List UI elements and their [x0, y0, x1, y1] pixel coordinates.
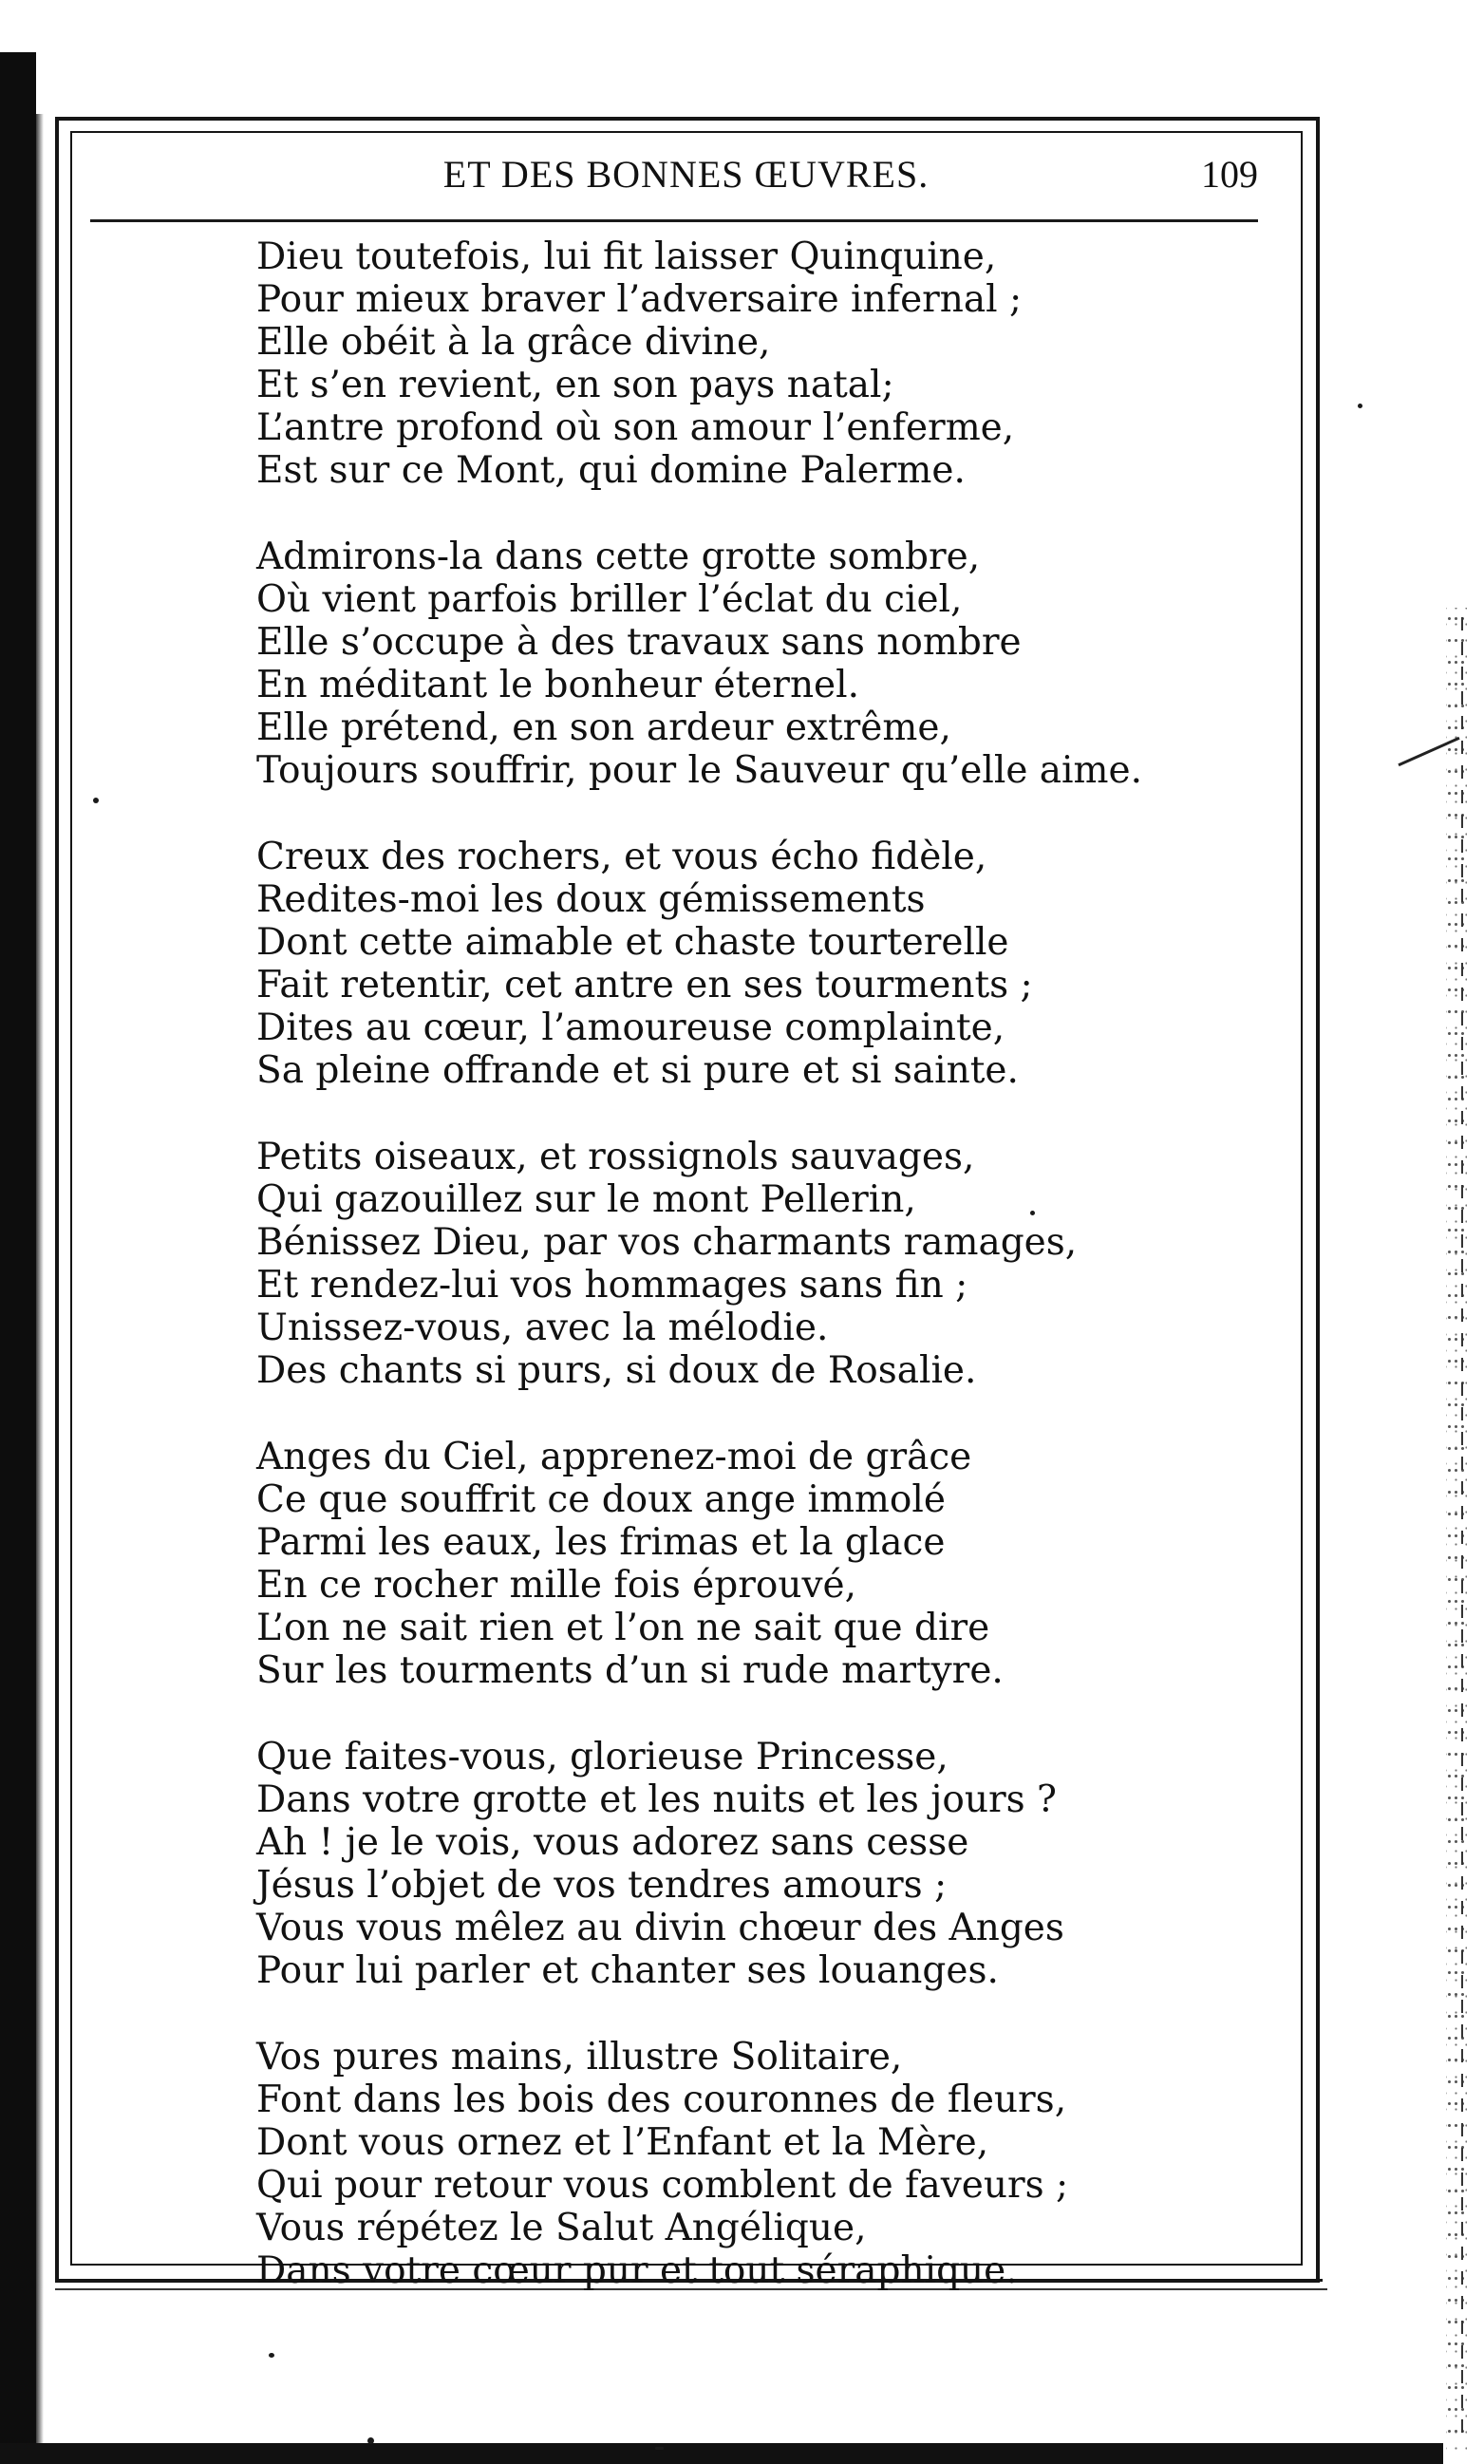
verse-line: Dieu toutefois, lui fit laisser Quinquine,	[256, 235, 997, 278]
stray-dot	[269, 2353, 274, 2358]
verse-line: Pour mieux braver l’adversaire infernal ;	[256, 278, 1023, 321]
running-title: ET DES BONNES ŒUVRES.	[442, 153, 930, 196]
verse-line: Admirons-la dans cette grotte sombre,	[256, 536, 981, 578]
verse-line: Que faites-vous, glorieuse Princesse,	[256, 1736, 949, 1778]
verse-line: Qui pour retour vous comblent de faveurs ;	[256, 2164, 1069, 2207]
verse-line: Vous vous mêlez au divin chœur des Anges	[256, 1907, 1064, 1949]
verse-line: En ce rocher mille fois éprouvé,	[256, 1564, 856, 1607]
right-edge-scan-noise	[1446, 608, 1467, 2450]
verse-line: Qui gazouillez sur le mont Pellerin,	[256, 1178, 916, 1221]
verse-line: Dites au cœur, l’amoureuse complainte,	[256, 1006, 1005, 1049]
verse-line: Font dans les bois des couronnes de fleurs,	[256, 2078, 1067, 2121]
book-binding-edge	[0, 52, 36, 2464]
verse-line: Est sur ce Mont, qui domine Palerme.	[256, 449, 966, 492]
verse-line: En méditant le bonheur éternel.	[256, 664, 860, 706]
running-header	[85, 142, 1287, 209]
verse-line: L’on ne sait rien et l’on ne sait que dire	[256, 1607, 990, 1649]
stanza	[256, 536, 1282, 792]
verse-line: Elle obéit à la grâce divine,	[256, 321, 771, 364]
stray-dot	[93, 798, 99, 803]
verse-line: Des chants si purs, si doux de Rosalie.	[256, 1349, 977, 1392]
verse-line: Fait retentir, cet antre en ses tourments ;	[256, 964, 1033, 1006]
verse-line: Pour lui parler et chanter ses louanges.	[256, 1949, 999, 1992]
header-rule	[90, 219, 1258, 222]
verse-line: Ah ! je le vois, vous adorez sans cesse	[256, 1821, 969, 1864]
verse-line: Dans votre grotte et les nuits et les jours ?	[256, 1778, 1057, 1821]
poem-body	[256, 235, 1282, 2336]
verse-line: Anges du Ciel, apprenez-moi de grâce	[256, 1436, 972, 1478]
verse-line: Elle prétend, en son ardeur extrême,	[256, 706, 951, 749]
stanza	[256, 2036, 1282, 2292]
verse-line: Et s’en revient, en son pays natal;	[256, 364, 894, 406]
verse-line: Vous répétez le Salut Angélique,	[256, 2207, 867, 2249]
verse-line: Dont cette aimable et chaste tourterelle	[256, 921, 1009, 964]
verse-line: Dans votre cœur pur et tout séraphique.	[256, 2249, 1018, 2292]
verse-line: Et rendez-lui vos hommages sans fin ;	[256, 1264, 968, 1307]
verse-line: Creux des rochers, et vous écho fidèle,	[256, 836, 987, 878]
stanza	[256, 1736, 1282, 1992]
verse-line: Elle s’occupe à des travaux sans nombre	[256, 621, 1022, 664]
verse-line: Redites-moi les doux gémissements	[256, 878, 926, 921]
verse-line: Parmi les eaux, les frimas et la glace	[256, 1521, 946, 1564]
verse-line: Ce que souffrit ce doux ange immolé	[256, 1478, 946, 1521]
verse-line: Petits oiseaux, et rossignols sauvages,	[256, 1136, 975, 1178]
stray-dot	[1030, 1211, 1035, 1215]
verse-line: Toujours souffrir, pour le Sauveur qu’elle aime.	[256, 749, 1142, 792]
stray-dot	[655, 2447, 664, 2450]
stanza	[256, 235, 1282, 492]
verse-line: Jésus l’objet de vos tendres amours ;	[256, 1864, 948, 1907]
stanza	[256, 1136, 1282, 1392]
binding-shadow	[36, 114, 44, 2459]
right-edge-dotted-line	[1461, 617, 1463, 2440]
verse-line: Sur les tourments d’un si rude martyre.	[256, 1649, 1004, 1692]
stray-dot	[1358, 404, 1362, 408]
verse-line: Où vient parfois briller l’éclat du ciel,	[256, 578, 963, 621]
verse-line: Dont vous ornez et l’Enfant et la Mère,	[256, 2121, 989, 2164]
verse-line: Bénissez Dieu, par vos charmants ramages,	[256, 1221, 1078, 1264]
page-number: 109	[1201, 153, 1258, 196]
stanza	[256, 1436, 1282, 1692]
verse-line: Unissez-vous, avec la mélodie.	[256, 1307, 829, 1349]
verse-line: Vos pures mains, illustre Solitaire,	[256, 2036, 903, 2078]
bottom-scan-edge	[0, 2443, 1443, 2464]
verse-line: L’antre profond où son amour l’enferme,	[256, 406, 1015, 449]
stray-dot	[367, 2437, 374, 2444]
verse-line: Sa pleine offrande et si pure et si sainte.	[256, 1049, 1019, 1092]
stanza	[256, 836, 1282, 1092]
